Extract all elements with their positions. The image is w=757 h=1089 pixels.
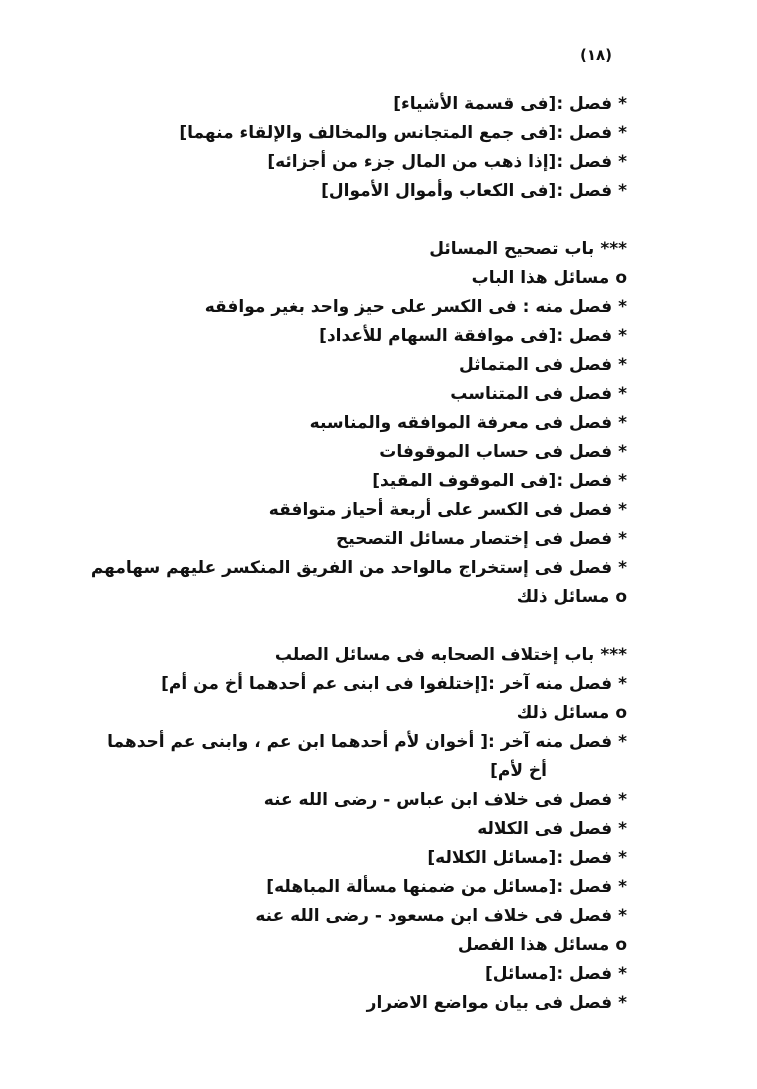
entry-text: فصل فى الكسر على أربعة أحياز متوافقه	[268, 500, 613, 520]
asterisk-bullet-icon: *	[618, 906, 627, 926]
entry-text: فصل فى بيان مواضع الاضرار	[366, 993, 613, 1013]
section-gap	[27, 206, 627, 235]
entry-text: فصل :[مسائل الكلاله]	[427, 848, 613, 868]
page-number: (١٨)	[579, 46, 612, 64]
problems-entry	[27, 264, 627, 293]
section-entry	[27, 873, 627, 902]
asterisk-bullet-icon: *	[618, 790, 627, 810]
entry-text: مسائل ذلك	[516, 587, 610, 607]
asterisk-bullet-icon: *	[618, 297, 627, 317]
entry-text: فصل فى المتناسب	[450, 384, 613, 404]
entry-text: فصل :[فى الموقوف المقيد]	[372, 471, 613, 491]
section-entry	[27, 815, 627, 844]
section-entry	[27, 438, 627, 467]
entry-continuation: أخ لأم]	[490, 761, 547, 781]
section-entry	[27, 525, 627, 554]
section-entry	[27, 728, 627, 757]
asterisk-bullet-icon: *	[618, 819, 627, 839]
asterisk-bullet-icon: *	[618, 471, 627, 491]
entry-text: فصل فى معرفة الموافقه والمناسبه	[309, 413, 613, 433]
section-entry	[27, 902, 627, 931]
circle-bullet-icon: o	[615, 268, 627, 288]
asterisk-bullet-icon: *	[618, 326, 627, 346]
entry-text: مسائل ذلك	[516, 703, 610, 723]
entry-text: فصل فى خلاف ابن مسعود - رضى الله عنه	[255, 906, 613, 926]
entry-text: فصل فى إختصار مسائل التصحيح	[336, 529, 613, 549]
section-entry	[27, 554, 627, 583]
section-entry	[27, 90, 627, 119]
circle-bullet-icon: o	[615, 703, 627, 723]
table-of-contents	[27, 90, 627, 1018]
entry-text: فصل منه : فى الكسر على حيز واحد بغير موافقه	[204, 297, 613, 317]
section-entry	[27, 467, 627, 496]
chapter-heading	[27, 641, 627, 670]
asterisk-bullet-icon: *	[618, 993, 627, 1013]
section-gap	[27, 612, 627, 641]
entry-text: فصل منه آخر :[إختلفوا فى ابنى عم أحدهما أخ من أم]	[161, 674, 613, 694]
asterisk-bullet-icon: *	[618, 384, 627, 404]
section-entry	[27, 293, 627, 322]
entry-text: فصل فى خلاف ابن عباس - رضى الله عنه	[263, 790, 613, 810]
asterisk-bullet-icon: *	[618, 355, 627, 375]
asterisk-bullet-icon: *	[618, 500, 627, 520]
asterisk-bullet-icon: ***	[600, 645, 627, 665]
asterisk-bullet-icon: *	[618, 123, 627, 143]
entry-text: فصل :[إذا ذهب من المال جزء من أجزائه]	[267, 152, 613, 172]
asterisk-bullet-icon: *	[618, 964, 627, 984]
asterisk-bullet-icon: *	[618, 413, 627, 433]
section-entry	[27, 119, 627, 148]
asterisk-bullet-icon: *	[618, 848, 627, 868]
problems-entry	[27, 699, 627, 728]
section-entry	[27, 786, 627, 815]
section-entry	[27, 496, 627, 525]
entry-text: فصل :[مسائل من ضمنها مسألة المباهله]	[266, 877, 613, 897]
section-entry	[27, 670, 627, 699]
section-entry	[27, 380, 627, 409]
entry-text: فصل :[فى موافقة السهام للأعداد]	[319, 326, 613, 346]
asterisk-bullet-icon: *	[618, 877, 627, 897]
asterisk-bullet-icon: *	[618, 442, 627, 462]
entry-text: فصل فى حساب الموقوفات	[379, 442, 613, 462]
section-entry	[27, 409, 627, 438]
entry-text: مسائل هذا الفصل	[457, 935, 610, 955]
asterisk-bullet-icon: *	[618, 152, 627, 172]
section-entry	[27, 148, 627, 177]
asterisk-bullet-icon: ***	[600, 239, 627, 259]
entry-text: مسائل هذا الباب	[471, 268, 610, 288]
asterisk-bullet-icon: *	[618, 674, 627, 694]
entry-text: فصل :[مسائل]	[485, 964, 613, 984]
circle-bullet-icon: o	[615, 587, 627, 607]
entry-text: باب تصحيح المسائل	[429, 239, 595, 259]
section-entry	[27, 960, 627, 989]
section-entry	[27, 177, 627, 206]
chapter-heading	[27, 235, 627, 264]
entry-text: فصل فى المتماثل	[459, 355, 613, 375]
asterisk-bullet-icon: *	[618, 94, 627, 114]
entry-text: فصل :[فى قسمة الأشياء]	[393, 94, 613, 114]
section-entry	[27, 844, 627, 873]
asterisk-bullet-icon: *	[618, 181, 627, 201]
section-entry	[27, 351, 627, 380]
entry-text: فصل منه آخر :[ أخوان لأم أحدهما ابن عم ، وابنى عم أحدهما	[107, 732, 613, 752]
section-entry	[27, 989, 627, 1018]
entry-text: فصل :[فى جمع المتجانس والمخالف والإلقاء منهما]	[179, 123, 613, 143]
problems-entry	[27, 931, 627, 960]
section-entry	[27, 322, 627, 351]
asterisk-bullet-icon: *	[618, 732, 627, 752]
asterisk-bullet-icon: *	[618, 558, 627, 578]
entry-text: فصل :[فى الكعاب وأموال الأموال]	[321, 181, 613, 201]
circle-bullet-icon: o	[615, 935, 627, 955]
entry-text: باب إختلاف الصحابه فى مسائل الصلب	[274, 645, 595, 665]
asterisk-bullet-icon: *	[618, 529, 627, 549]
problems-entry	[27, 583, 627, 612]
entry-text: فصل فى إستخراج مالواحد من الفريق المنكسر عليهم سهامهم	[90, 558, 613, 578]
entry-text: فصل فى الكلاله	[477, 819, 613, 839]
